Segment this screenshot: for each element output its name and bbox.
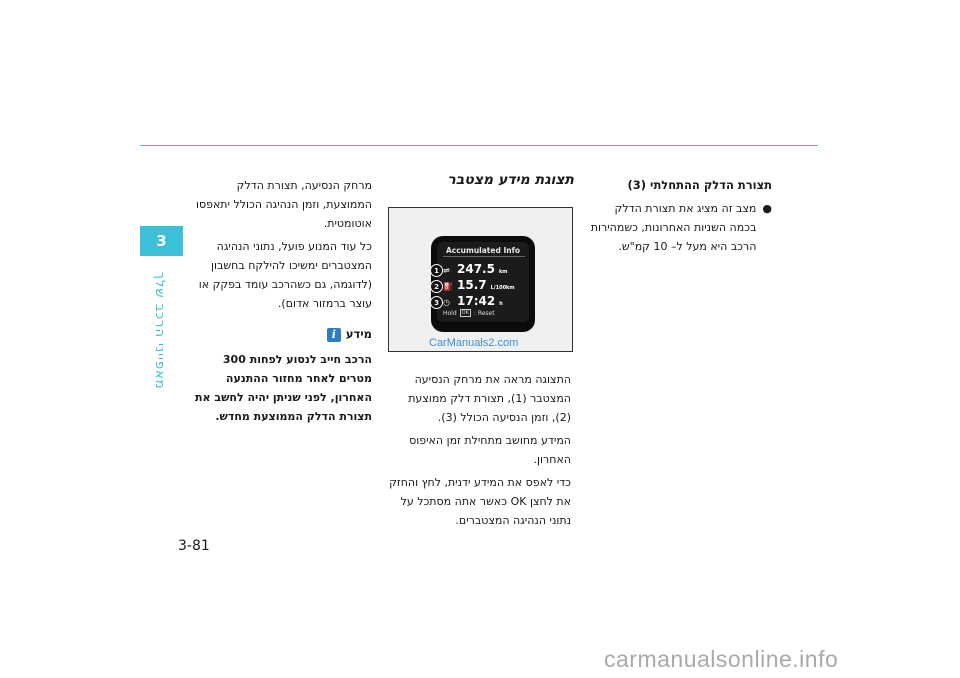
distance-row <box>443 262 508 276</box>
info-icon: i <box>327 328 341 342</box>
caption-paragraph: התצוגה מראה את מרחק הנסיעה המצטבר (1), תצורת דלק ממוצעת (2), וזמן הנסיעה הכולל (3). <box>408 373 571 424</box>
cluster-screen <box>437 242 529 322</box>
left-column <box>188 176 372 430</box>
cluster-figure <box>388 207 573 352</box>
caption-paragraph: המידע מחושב מתחילת זמן האיפוס האחרון. <box>409 434 571 466</box>
fuel-heading: תצורת הדלק ההתחלתי (3) <box>627 178 772 192</box>
caption-block <box>388 370 571 534</box>
fuel-pump-icon: ⛽ <box>443 282 453 291</box>
time-row <box>443 294 503 308</box>
chapter-number: 3 <box>156 232 167 250</box>
info-label: מידע <box>345 327 372 341</box>
hold-reset-hint <box>443 309 495 317</box>
bullet-dot-icon: ● <box>762 202 772 215</box>
distance-unit: km <box>498 269 508 275</box>
screen-title: Accumulated Info <box>445 246 521 255</box>
right-column <box>588 176 772 256</box>
caption-paragraph: כדי לאפס את המידע ידנית, לחץ והחזק את לחצן OK כאשר אתה מסתכל על נתוני הנהיגה המצטברים. <box>389 476 571 527</box>
left-paragraph: מרחק הנסיעה, תצורת הדלק הממוצעת, וזמן הנהיגה הכולל יתאפסו אוטומטית. <box>195 179 372 230</box>
clock-icon: ◷ <box>443 298 450 307</box>
callout-1: 1 <box>430 264 443 277</box>
page-number: 3-81 <box>178 538 210 554</box>
chapter-tab <box>140 226 183 256</box>
info-note: הרכב חייב לנסוע לפחות 300 מטרים לאחר מחזור ההתנעה האחרון, לפני שניתן יהיה לחשב את תצורת הדלק הממוצעת מחדש. <box>195 353 372 423</box>
header-rule <box>140 145 818 146</box>
distance-value: 247.5 <box>457 262 495 276</box>
section-title: תצוגת מידע מצטבר <box>447 172 574 188</box>
watermark: CarManuals2.com <box>429 337 519 349</box>
hold-text: Hold <box>443 309 457 317</box>
left-paragraph: כל עוד המנוע פועל, נתוני הנהיגה המצטברים ימשיכו להילקח בחשבון (לדוגמה, גם כשהרכב עומד בפקק או עוצר ברמזור אדום). <box>198 240 372 310</box>
ok-button: OK <box>461 310 469 316</box>
reset-text: : Reset <box>473 309 495 317</box>
chapter-side-title: מאפייני הרכב שלך <box>152 272 167 390</box>
footer-site: carmanualsonline.info <box>604 646 839 672</box>
screen-divider <box>443 256 525 257</box>
callout-3: 3 <box>430 296 443 309</box>
time-value: 17:42 <box>457 294 496 308</box>
callout-2: 2 <box>430 280 443 293</box>
info-header <box>188 325 372 344</box>
bullet-item <box>588 199 772 256</box>
car-distance-icon: ⇌ <box>443 266 450 275</box>
fuel-row <box>443 278 515 292</box>
fuel-value: 15.7 <box>457 278 487 292</box>
bullet-text: מצב זה מציג את תצורת הדלק בכמה השניות האחרונות, כשמהירות הרכב היא מעל ל– 10 קמ"ש. <box>590 202 757 253</box>
time-unit: h <box>499 301 503 307</box>
fuel-unit: L/100km <box>490 285 515 291</box>
